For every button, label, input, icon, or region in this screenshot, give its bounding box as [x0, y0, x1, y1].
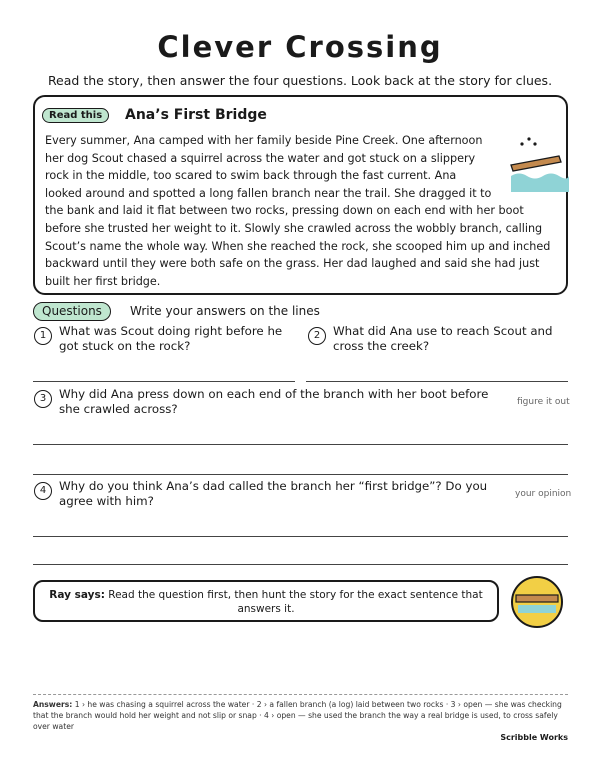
answer-line[interactable]: [306, 381, 568, 382]
worksheet-title: Clever Crossing: [157, 30, 443, 64]
question-number: 4: [34, 482, 52, 500]
story-box: [33, 95, 568, 295]
ray-mascot-icon: [510, 575, 564, 629]
question-hint: your opinion: [515, 489, 572, 499]
question-text: Why do you think Ana’s dad called the branch her “first bridge”? Do you agree with him?: [59, 479, 488, 508]
story-text-container: [45, 132, 563, 290]
answer-line[interactable]: [33, 564, 568, 565]
answer-key: [33, 699, 571, 732]
answer-line[interactable]: [33, 381, 295, 382]
answer-line[interactable]: [33, 536, 568, 537]
question-text: Why did Ana press down on each end of the branch with her boot before she crawled across?: [59, 387, 489, 416]
answers-label: Answers:: [33, 700, 73, 709]
answers-divider: [33, 694, 568, 695]
worksheet-instructions: Read the story, then answer the four questions. Look back at the story for clues.: [47, 73, 553, 88]
read-this-tag: Read this: [42, 108, 109, 123]
answer-line[interactable]: [33, 444, 568, 445]
story-title: Ana’s First Bridge: [125, 107, 267, 123]
question-text: What was Scout doing right before he got stuck on the rock?: [59, 324, 283, 353]
story-text: Every summer, Ana camped with her family beside Pine Creek. One afternoon her dog Scout chased a squirrel across the water and got stuck on a slippery rock in the middle, too scared to swim back through the fast current. Ana looked around and spotted a long fallen branch near the trail. She dragged it to the bank and laid it flat between two rocks, pressing down on each end with her boot before she trusted her weight to it. Slowly she crawled across the wobbly branch, calling Scout’s name the whole way. When she reached the rock, she scooped him up and inched backward until they were both safe on the grass. Her dad laughed and said she had just built her first bridge.: [45, 134, 551, 288]
answer-line[interactable]: [33, 474, 568, 475]
answers-text: 1 › he was chasing a squirrel across the water · 2 › a fallen branch (a log) laid between two rocks · 3 › open — she was checking that the branch would hold her weight and not slip or snap · 4 › open — she used the branch the way a real bridge is used, to cross safely over water: [33, 700, 562, 731]
tip-speaker: Ray says:: [49, 589, 105, 601]
question-number: 1: [34, 327, 52, 345]
question-number: 3: [34, 390, 52, 408]
question-number: 2: [308, 327, 326, 345]
tip-text: Read the question first, then hunt the story for the exact sentence that answers it.: [108, 589, 483, 615]
questions-instruction: Write your answers on the lines: [130, 304, 320, 318]
branch-over-water-icon: [499, 132, 569, 200]
questions-tag: Questions: [33, 302, 111, 321]
tip-box: [33, 580, 499, 622]
brand-name: Scribble Works: [500, 733, 568, 742]
question-text: What did Ana use to reach Scout and cross the creek?: [333, 324, 553, 353]
question-hint: figure it out: [517, 397, 570, 407]
